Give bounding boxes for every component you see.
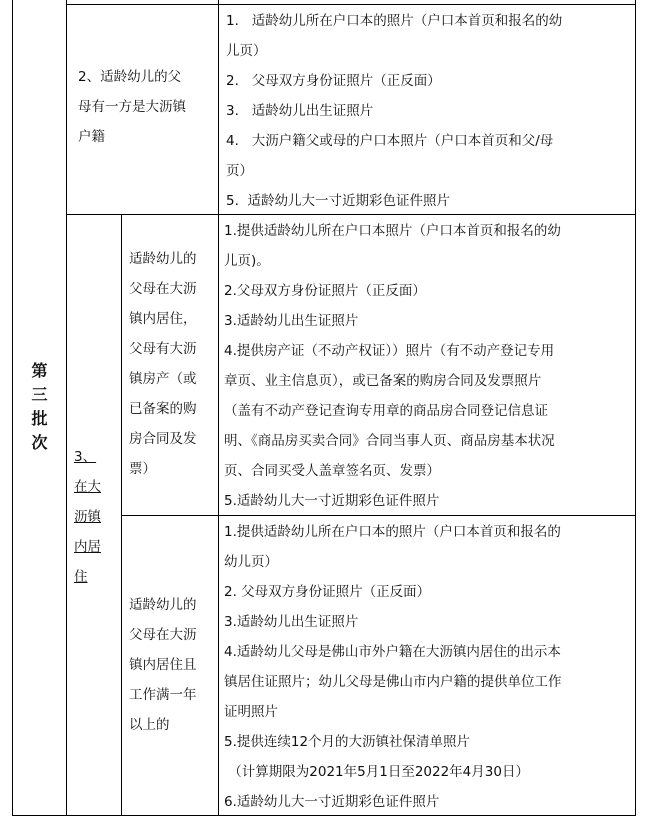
condition-3b-label-line: 父母在大沥 <box>129 627 197 643</box>
requirement-line: 幼儿页） <box>224 554 278 570</box>
requirement-line: 页、合同买受人盖章签名页、发票） <box>224 463 440 479</box>
requirement-line: 3.适龄幼儿出生证照片 <box>224 313 359 329</box>
requirement-line: 2. 父母双方身份证照片（正反面） <box>226 73 441 89</box>
table-border-right <box>635 0 636 816</box>
requirement-line: 页） <box>226 163 253 179</box>
table-divider-requirements <box>218 0 219 816</box>
requirement-line: 儿页)。 <box>224 253 270 269</box>
requirement-line: 镇居住证照片；幼儿父母是佛山市内户籍的提供单位工作 <box>224 674 562 690</box>
table-divider-batch <box>66 0 67 816</box>
requirement-line: 5.适龄幼儿大一寸近期彩色证件照片 <box>224 493 440 509</box>
requirement-line: 证明照片 <box>224 704 278 720</box>
requirement-line: 章页、业主信息页），或已备案的购房合同及发票照片 <box>224 373 542 389</box>
requirement-line: （盖有不动产登记查询专用章的商品房合同登记信息证 <box>224 403 548 419</box>
condition-2-label-line: 母有一方是大沥镇 <box>78 99 186 115</box>
condition-3b-requirements <box>224 517 632 817</box>
requirement-line: 3.适龄幼儿出生证照片 <box>224 614 359 630</box>
requirement-line: 4. 大沥户籍父或母的户口本照片（户口本首页和父/母 <box>226 133 554 149</box>
batch-label: 第三批次 <box>29 362 48 458</box>
requirement-line: 1. 适龄幼儿所在户口本的照片（户口本首页和报名的幼 <box>226 13 563 29</box>
requirement-line: 4.适龄幼儿父母是佛山市外户籍在大沥镇内居住的出示本 <box>224 644 561 660</box>
condition-2-label <box>78 62 214 152</box>
condition-3a-label <box>129 244 215 484</box>
requirement-line: 5.提供连续12个月的大沥镇社保清单照片 <box>224 734 471 750</box>
condition-3a-label-line: 镇房产（或 <box>129 371 197 387</box>
condition-3b-label-line: 镇内居住且 <box>129 657 197 673</box>
requirement-line: 1.提供适龄幼儿所在户口本照片（户口本首页和报名的幼 <box>224 223 561 239</box>
condition-3-label-line: 沥镇 <box>74 509 101 525</box>
condition-3-label-line: 3、 <box>74 449 97 465</box>
condition-3b-label-line: 以上的 <box>129 717 170 733</box>
requirement-line: 2.父母双方身份证照片（正反面） <box>224 283 426 299</box>
requirement-line: 5. 适龄幼儿大一寸近期彩色证件照片 <box>226 193 450 209</box>
condition-3-label-line: 在大 <box>74 479 101 495</box>
condition-3-label-line: 内居 <box>74 539 101 555</box>
condition-3a-label-line: 票） <box>129 461 156 477</box>
condition-3b-label-line: 适龄幼儿的 <box>129 597 197 613</box>
condition-3a-label-line: 适龄幼儿的 <box>129 251 197 267</box>
requirement-line: （计算期限为2021年5月1日至2022年4月30日） <box>224 764 529 780</box>
condition-3-label <box>74 442 118 592</box>
requirement-line: 儿页） <box>226 43 267 59</box>
table-border-left <box>12 0 13 816</box>
condition-2-label-line: 2、适龄幼儿的父 <box>78 69 182 85</box>
requirement-line: 6.适龄幼儿大一寸近期彩色证件照片 <box>224 794 440 810</box>
requirement-line: 明、《商品房买卖合同》合同当事人页、商品房基本状况 <box>224 433 555 449</box>
condition-2-requirements <box>226 6 631 216</box>
condition-3a-label-line: 已备案的购 <box>129 401 197 417</box>
condition-3a-label-line: 父母有大沥 <box>129 341 197 357</box>
condition-3b-label-line: 工作满一年 <box>129 687 197 703</box>
condition-3-label-line: 住 <box>74 569 88 585</box>
condition-3a-requirements <box>224 216 632 516</box>
requirement-line: 3. 适龄幼儿出生证照片 <box>226 103 374 119</box>
requirement-line: 4.提供房产证（不动产权证））照片（有不动产登记专用 <box>224 343 555 359</box>
condition-3a-label-line: 房合同及发 <box>129 431 197 447</box>
requirement-line: 2. 父母双方身份证照片（正反面） <box>224 584 431 600</box>
condition-2-label-line: 户籍 <box>78 129 105 145</box>
condition-3a-label-line: 镇内居住， <box>129 311 197 327</box>
requirement-line: 1.提供适龄幼儿所在户口本的照片（户口本首页和报名的 <box>224 524 561 540</box>
condition-3a-label-line: 父母在大沥 <box>129 281 197 297</box>
condition-3b-label <box>129 590 215 740</box>
table-top-rule <box>66 4 636 5</box>
